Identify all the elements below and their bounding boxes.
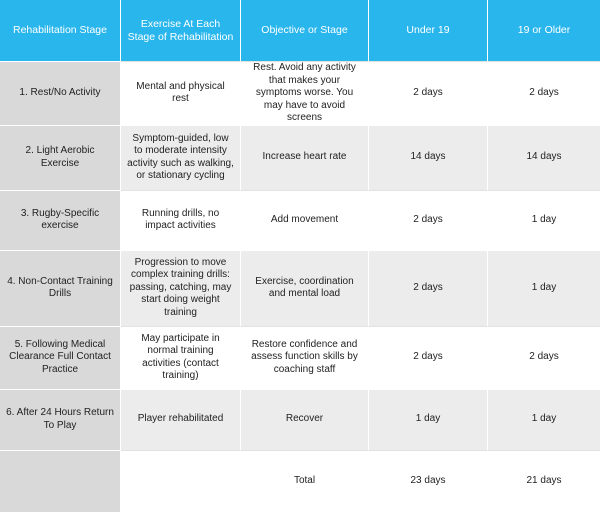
table-row (0, 250, 600, 326)
header-row (0, 0, 600, 61)
exercise-cell: Running drills, no impact activities (121, 190, 241, 250)
total-label: Total (241, 450, 369, 512)
stage-cell: 1. Rest/No Activity (0, 61, 121, 125)
exercise-cell: Mental and physical rest (121, 61, 241, 125)
stage-cell: 4. Non-Contact Training Drills (0, 250, 121, 326)
header-under-19: Under 19 (369, 0, 488, 61)
header-exercise: Exercise At Each Stage of Rehabilitation (121, 0, 241, 61)
table-row (0, 326, 600, 389)
stage-cell: 2. Light Aerobic Exercise (0, 125, 121, 190)
header-19-or-older: 19 or Older (488, 0, 600, 61)
header-rehabilitation-stage: Rehabilitation Stage (0, 0, 121, 61)
stage-cell: 5. Following Medical Clearance Full Contact Practice (0, 326, 121, 389)
total-row (0, 450, 600, 512)
objective-cell: Restore confidence and assess function skills by coaching staff (241, 326, 369, 389)
under-19-cell: 2 days (369, 190, 488, 250)
table-row (0, 190, 600, 250)
under-19-cell: 2 days (369, 61, 488, 125)
older-19-cell: 14 days (488, 125, 600, 190)
exercise-cell: Progression to move complex training drills: passing, catching, may start doing weight training (121, 250, 241, 326)
older-19-cell: 2 days (488, 326, 600, 389)
objective-cell: Increase heart rate (241, 125, 369, 190)
header-objective: Objective or Stage (241, 0, 369, 61)
table-row (0, 61, 600, 125)
objective-cell: Add movement (241, 190, 369, 250)
under-19-cell: 2 days (369, 326, 488, 389)
under-19-cell: 2 days (369, 250, 488, 326)
total-19-or-older: 21 days (488, 450, 600, 512)
table-row (0, 125, 600, 190)
exercise-cell: Player rehabilitated (121, 389, 241, 450)
exercise-cell: Symptom-guided, low to moderate intensity activity such as walking, or stationary cycling (121, 125, 241, 190)
under-19-cell: 14 days (369, 125, 488, 190)
exercise-cell: May participate in normal training activities (contact training) (121, 326, 241, 389)
under-19-cell: 1 day (369, 389, 488, 450)
objective-cell: Recover (241, 389, 369, 450)
table-row (0, 389, 600, 450)
older-19-cell: 1 day (488, 190, 600, 250)
total-stage-cell (0, 450, 121, 512)
older-19-cell: 2 days (488, 61, 600, 125)
objective-cell: Rest. Avoid any activity that makes your symptoms worse. You may have to avoid screens (241, 61, 369, 125)
stage-cell: 6. After 24 Hours Return To Play (0, 389, 121, 450)
total-under-19: 23 days (369, 450, 488, 512)
older-19-cell: 1 day (488, 389, 600, 450)
total-exercise-cell (121, 450, 241, 512)
stage-cell: 3. Rugby-Specific exercise (0, 190, 121, 250)
older-19-cell: 1 day (488, 250, 600, 326)
objective-cell: Exercise, coordination and mental load (241, 250, 369, 326)
